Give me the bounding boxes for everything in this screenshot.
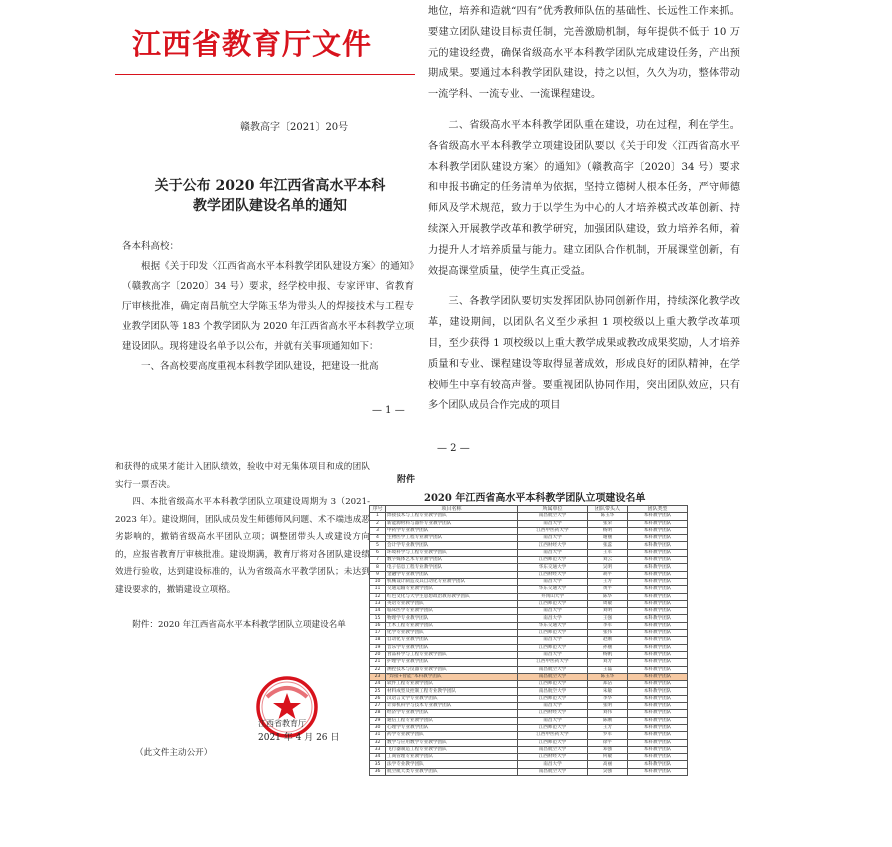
table-cell: 江西师范大学 [518, 557, 588, 564]
table-cell: 24 [370, 681, 386, 688]
table-row [370, 761, 688, 768]
seal-text: 江西省教育厅 [258, 719, 306, 728]
table-row [370, 564, 688, 571]
table-cell: 本科教学团队 [628, 761, 688, 768]
table-cell: 临床医学专业教学团队 [386, 608, 518, 615]
table-row [370, 593, 688, 600]
table-cell: 音乐学专业教学团队 [386, 644, 518, 651]
table-cell: 本科教学团队 [628, 622, 688, 629]
table-cell: 江西师范大学 [518, 739, 588, 746]
column-header: 序号 [370, 506, 386, 513]
table-row [370, 695, 688, 702]
table-cell: 物理学专业教学团队 [386, 615, 518, 622]
table-cell: 本科教学团队 [628, 593, 688, 600]
table-row [370, 651, 688, 658]
table-cell: 黄平 [588, 586, 628, 593]
table-cell: 食品科学与工程专业教学团队 [386, 651, 518, 658]
table-cell: 本科教学团队 [628, 724, 688, 731]
table-cell: 33 [370, 746, 386, 753]
table-cell: 4 [370, 535, 386, 542]
table-cell: 华东交通大学 [518, 622, 588, 629]
column-header: 团队带头人 [588, 506, 628, 513]
table-cell: 交通运输专业教学团队 [386, 586, 518, 593]
table-row [370, 746, 688, 753]
table-row [370, 717, 688, 724]
table-row [370, 630, 688, 637]
paragraph: 四、本批省级高水平本科教学团队立项建设周期为 3（2021-2023 年）。建设期间，团队成员发生师德师风问题、术不端违成恶劣影响的，撤销省级高水平团队立项；调整团带头人或建设方向的，应报省教育厅审核批准。建设期满，教育厅将对各团队建设绩效进行验收，达到建设标准的，认为省级高水平教学团队；未达到建设要求的，撤销建设立项格。 [115, 497, 370, 595]
attachment-label: 附件 [397, 475, 416, 485]
table-cell: 江西财经大学 [518, 571, 588, 578]
table-cell: 本科教学团队 [628, 717, 688, 724]
table-cell: 何敏 [588, 754, 628, 761]
table-cell: 材料成型及控制工程专业教学团队 [386, 688, 518, 695]
table-cell: 3 [370, 527, 386, 534]
table-row [370, 732, 688, 739]
table-cell: 土木工程专业教学团队 [386, 622, 518, 629]
table-cell: 6 [370, 549, 386, 556]
table-cell: 软件工程专业教学团队 [386, 681, 518, 688]
table-row [370, 754, 688, 761]
table-cell: 南昌航空大学 [518, 513, 588, 520]
paragraph: 根据《关于印发〈江西省高水平本科教学团队建设方案〉的通知》（赣教高字〔2020〕34 号）要求，经学校申报、专家评审、省教育厅审核批准，确定南昌航空大学陈玉华为带头人的焊接技术与工程专业教学团队等 183 个教学团队为 2020 年江西省高水平本科教学立项建设团队。现将建设名单予以公布，并就有关事项通知如下： [122, 261, 414, 352]
table-cell: 21 [370, 659, 386, 666]
table-cell: 南昌航空大学 [518, 746, 588, 753]
table-cell: 本科教学团队 [628, 571, 688, 578]
table-cell: 井冈山大学 [518, 593, 588, 600]
table-cell: 南昌大学 [518, 651, 588, 658]
table-cell: 本科教学团队 [628, 527, 688, 534]
table-cell: 刘云 [588, 557, 628, 564]
table-cell: 江西财经大学 [518, 542, 588, 549]
document-header: 江西省教育厅文件 [132, 27, 373, 61]
table-cell: 罗军 [588, 732, 628, 739]
table-cell: 本科教学团队 [628, 637, 688, 644]
table-cell: 本科教学团队 [628, 651, 688, 658]
table-cell: 张荣 [588, 520, 628, 527]
table-cell: 心理学专业教学团队 [386, 724, 518, 731]
table-cell: 本科教学团队 [628, 630, 688, 637]
table-cell: 本科教学团队 [628, 520, 688, 527]
table-cell: 王军 [588, 549, 628, 556]
table-row [370, 644, 688, 651]
table-cell: 张伟 [588, 630, 628, 637]
table-cell: 孙丽 [588, 644, 628, 651]
issue-date: 2021 年 4 月 26 日 [258, 733, 340, 743]
table-cell: 16 [370, 622, 386, 629]
page2-body [428, 2, 740, 417]
paragraph: 三、各教学团队要切实发挥团队协同创新作用，持续深化教学改革，建设期间，以团队名义至少承担 1 项校级以上重大教学改革项目，至少获得 1 项校级以上重大教学成果或教改成果奖励，人才培养质量和专业、课程建设等取得显著成效，形成良好的团队精神，在学校师生中享有较高声誉。要重视团队协同作用，突出团队效应，只有多个团队成员合作完成的项目 [428, 296, 740, 412]
table-row [370, 520, 688, 527]
table-cell: 26 [370, 695, 386, 702]
table-cell: 环境科学与工程专业教学团队 [386, 549, 518, 556]
table-cell: 焊接技术与工程专业教学团队 [386, 513, 518, 520]
table-cell: 中药学专业教学团队 [386, 527, 518, 534]
table-cell: 本科教学团队 [628, 513, 688, 520]
table-cell: 杨帆 [588, 651, 628, 658]
table-row [370, 513, 688, 520]
table-row [370, 527, 688, 534]
table-cell: 法学专业教学团队 [386, 761, 518, 768]
table-header-row [370, 506, 688, 513]
table-cell: 数字媒体艺术专业教学团队 [386, 557, 518, 564]
table-cell: 本科教学团队 [628, 732, 688, 739]
table-cell: 王方 [588, 578, 628, 585]
table-cell: 32 [370, 739, 386, 746]
table-cell: 红色文化与大学生思想政治教育教学团队 [386, 593, 518, 600]
table-cell: 本科教学团队 [628, 557, 688, 564]
table-cell: 1 [370, 513, 386, 520]
table-cell: 胡平 [588, 571, 628, 578]
paragraph: 二、省级高水平本科教学团队重在建设，功在过程，利在学生。各省级高水平本科教学立项建设团队要以《关于印发〈江西省高水平本科教学团队建设方案〉的通知》（赣教高字〔2020〕34 号）要求和申报书确定的任务清单为依据，坚持立德树人根本任务，严守师德师风及学术规范，致力于以学生为中心的人才培养模式改革创新、持续深入开展教学改革和教学研究，加强团队建设，致力培养名师，着力提升人才培养质量与能力。建立团队合作机制，开展课堂创新，有效提高课堂质量，使学生真正受益。 [428, 119, 740, 277]
table-cell: 飞行器制造工程专业教学团队 [386, 746, 518, 753]
salutation: 各本科高校： [122, 241, 180, 252]
table-row [370, 637, 688, 644]
table-cell: 张明 [588, 703, 628, 710]
table-cell: 南昌大学 [518, 717, 588, 724]
paragraph: 地位，培养和造就“四有”优秀教师队伍的基础性、长远性工作来抓。要建立团队建设目标责任制，完善激励机制，每年提供不低于 10 万元的建设经费，确保省级高水平本科教学团队完成建设任务，产出预期成果。要通过本科教学团队建设，持之以恒，久久为功，整体带动一流学科、一流专业、一流课程建设。 [428, 6, 740, 101]
table-cell: 张蕊 [588, 542, 628, 549]
table-cell: 34 [370, 754, 386, 761]
table-cell: 2 [370, 520, 386, 527]
table-cell: “焊接+智能”本科教学团队 [386, 673, 518, 680]
page-number: — 2 — [437, 443, 470, 454]
table-cell: 江西中医药大学 [518, 732, 588, 739]
table-cell: 江西师范大学 [518, 600, 588, 607]
table-cell: 本科教学团队 [628, 710, 688, 717]
table-cell: 生物医学工程专业教学团队 [386, 535, 518, 542]
table-row [370, 659, 688, 666]
table-cell: 测控技术与仪器专业教学团队 [386, 666, 518, 673]
paragraph: 和获得的成果才能计入团队绩效，验收中对无集体项目和成的团队实行一票否决。 [115, 462, 370, 490]
table-cell: 航空航天类专业教学团队 [386, 768, 518, 775]
table-cell: 电子信息工程专业教学团队 [386, 564, 518, 571]
table-cell: 本科教学团队 [628, 754, 688, 761]
table-row [370, 681, 688, 688]
table-row [370, 549, 688, 556]
table-cell: 杨明 [588, 527, 628, 534]
attachment-note: 附件：2020 年江西省高水平本科教学团队立项建设名单 [132, 620, 346, 630]
table-cell: 南昌航空大学 [518, 673, 588, 680]
table-row [370, 768, 688, 775]
table-cell: 本科教学团队 [628, 695, 688, 702]
table-cell: 刘伟 [588, 710, 628, 717]
page-1 [0, 0, 446, 455]
table-cell: 本科教学团队 [628, 644, 688, 651]
table-cell: 通信工程专业教学团队 [386, 717, 518, 724]
table-row [370, 666, 688, 673]
table-cell: 本科教学团队 [628, 746, 688, 753]
table-cell: 陈玉华 [588, 513, 628, 520]
table-cell: 36 [370, 768, 386, 775]
table-row [370, 622, 688, 629]
table-cell: 本科教学团队 [628, 586, 688, 593]
table-cell: 王磊 [588, 666, 628, 673]
table-row [370, 724, 688, 731]
table-cell: 机械设计制造及其自动化专业教学团队 [386, 578, 518, 585]
table-row [370, 600, 688, 607]
table-cell: 南昌大学 [518, 549, 588, 556]
table-cell: 江西师范大学 [518, 630, 588, 637]
header-divider [115, 74, 415, 75]
document-title-line-2: 教学团队建设名单的通知 [193, 198, 347, 214]
table-cell: 南昌航空大学 [518, 768, 588, 775]
table-row [370, 571, 688, 578]
table-cell: 郑洁 [588, 681, 628, 688]
table-cell: 江西财经大学 [518, 710, 588, 717]
table-cell: 14 [370, 608, 386, 615]
table-cell: 陈玉华 [588, 673, 628, 680]
table-cell: 31 [370, 732, 386, 739]
page-number: — 1 — [372, 405, 405, 416]
table-cell: 南昌大学 [518, 535, 588, 542]
table-cell: 药学专业教学团队 [386, 732, 518, 739]
table-cell: 英语专业教学团队 [386, 600, 518, 607]
table-row [370, 615, 688, 622]
table-cell: 5 [370, 542, 386, 549]
table-cell: 本科教学团队 [628, 564, 688, 571]
table-row [370, 586, 688, 593]
table-cell: 本科教学团队 [628, 535, 688, 542]
table-cell: 22 [370, 666, 386, 673]
table-cell: 本科教学团队 [628, 673, 688, 680]
table-row [370, 608, 688, 615]
table-cell: 吴强 [588, 768, 628, 775]
table-cell: 17 [370, 630, 386, 637]
table-row [370, 703, 688, 710]
table-cell: 刘芳 [588, 659, 628, 666]
table-cell: 南昌大学 [518, 637, 588, 644]
table-cell: 江西师范大学 [518, 695, 588, 702]
table-cell: 刘明 [588, 608, 628, 615]
table-cell: 周敏 [588, 600, 628, 607]
table-cell: 江西中医药大学 [518, 527, 588, 534]
public-note: （此文件主动公开） [135, 748, 213, 758]
table-cell: 南昌大学 [518, 761, 588, 768]
table-cell: 25 [370, 688, 386, 695]
table-cell: 19 [370, 644, 386, 651]
table-cell: 南昌大学 [518, 608, 588, 615]
table-cell: 15 [370, 615, 386, 622]
table-cell: 高丽 [588, 761, 628, 768]
table-cell: 南昌大学 [518, 703, 588, 710]
table-row [370, 578, 688, 585]
table-cell: 本科教学团队 [628, 688, 688, 695]
table-cell: 27 [370, 703, 386, 710]
table-cell: 9 [370, 571, 386, 578]
table-cell: 陈刚 [588, 717, 628, 724]
table-cell: 12 [370, 593, 386, 600]
table-cell: 本科教学团队 [628, 768, 688, 775]
table-row [370, 673, 688, 680]
table-cell: 华东交通大学 [518, 586, 588, 593]
table-cell: 7 [370, 557, 386, 564]
table-cell: 35 [370, 761, 386, 768]
table-cell: 本科教学团队 [628, 578, 688, 585]
table-cell: 化学专业教学团队 [386, 630, 518, 637]
table-cell: 邓强 [588, 746, 628, 753]
table-cell: 陈华 [588, 593, 628, 600]
table-cell: 南昌大学 [518, 615, 588, 622]
table-cell: 本科教学团队 [628, 681, 688, 688]
table-row [370, 710, 688, 717]
table-cell: 数学与应用数学专业教学团队 [386, 739, 518, 746]
table-cell: 李华 [588, 695, 628, 702]
table-cell: 王强 [588, 615, 628, 622]
table-cell: 30 [370, 724, 386, 731]
page1-body [122, 237, 414, 377]
table-cell: 10 [370, 578, 386, 585]
table-cell: 华东交通大学 [518, 564, 588, 571]
table-cell: 金融学专业教学团队 [386, 571, 518, 578]
table-cell: 朱敏 [588, 688, 628, 695]
table-cell: 江西中医药大学 [518, 659, 588, 666]
column-header: 项目名称 [386, 506, 518, 513]
document-title-line-1: 关于公布 2020 年江西省高水平本科 [154, 178, 386, 194]
table-cell: 本科教学团队 [628, 549, 688, 556]
table-cell: 本科教学团队 [628, 739, 688, 746]
table-row [370, 739, 688, 746]
table-cell: 本科教学团队 [628, 608, 688, 615]
table-cell: 南昌大学 [518, 520, 588, 527]
table-cell: 本科教学团队 [628, 615, 688, 622]
table-cell: 计算机科学与技术专业教学团队 [386, 703, 518, 710]
column-header: 所属单位 [518, 506, 588, 513]
table-cell: 赵刚 [588, 637, 628, 644]
table-cell: 徐平 [588, 739, 628, 746]
page3-body [115, 459, 370, 635]
table-cell: 29 [370, 717, 386, 724]
table-cell: 汉语言文学专业教学团队 [386, 695, 518, 702]
table-cell: 护理学专业教学团队 [386, 659, 518, 666]
table-cell: 本科教学团队 [628, 600, 688, 607]
table-cell: 本科教学团队 [628, 542, 688, 549]
column-header: 团队类型 [628, 506, 688, 513]
table-cell: 南昌航空大学 [518, 688, 588, 695]
document-number: 赣教高字〔2021〕20号 [240, 122, 349, 133]
table-cell: 新能源材料与器件专业教学团队 [386, 520, 518, 527]
attachment-title: 2020 年江西省高水平本科教学团队立项建设名单 [424, 493, 646, 504]
table-cell: 江西师范大学 [518, 681, 588, 688]
table-cell: 28 [370, 710, 386, 717]
table-row [370, 542, 688, 549]
table-cell: 谢丽 [588, 535, 628, 542]
team-list-table [369, 505, 688, 776]
table-cell: 江西师范大学 [518, 644, 588, 651]
table-cell: 吴明 [588, 564, 628, 571]
table-cell: 王芳 [588, 724, 628, 731]
table-cell: 江西财经大学 [518, 754, 588, 761]
table-cell: 江西师范大学 [518, 724, 588, 731]
table-row [370, 557, 688, 564]
table-cell: 20 [370, 651, 386, 658]
table-cell: 本科教学团队 [628, 666, 688, 673]
table-cell: 本科教学团队 [628, 703, 688, 710]
table-cell: 11 [370, 586, 386, 593]
paragraph: 一、各高校要高度重视本科教学团队建设，把建设一批高 [141, 361, 379, 372]
table-cell: 南昌大学 [518, 578, 588, 585]
table-cell: 南昌航空大学 [518, 666, 588, 673]
table-cell: 13 [370, 600, 386, 607]
table-cell: 18 [370, 637, 386, 644]
table-row [370, 688, 688, 695]
table-cell: 经济学专业教学团队 [386, 710, 518, 717]
table-cell: 自动化专业教学团队 [386, 637, 518, 644]
table-cell: 会计学专业教学团队 [386, 542, 518, 549]
table-row [370, 535, 688, 542]
table-cell: 工商管理专业教学团队 [386, 754, 518, 761]
table-cell: 李军 [588, 622, 628, 629]
table-cell: 本科教学团队 [628, 659, 688, 666]
table-cell: 8 [370, 564, 386, 571]
table-cell: 23 [370, 673, 386, 680]
